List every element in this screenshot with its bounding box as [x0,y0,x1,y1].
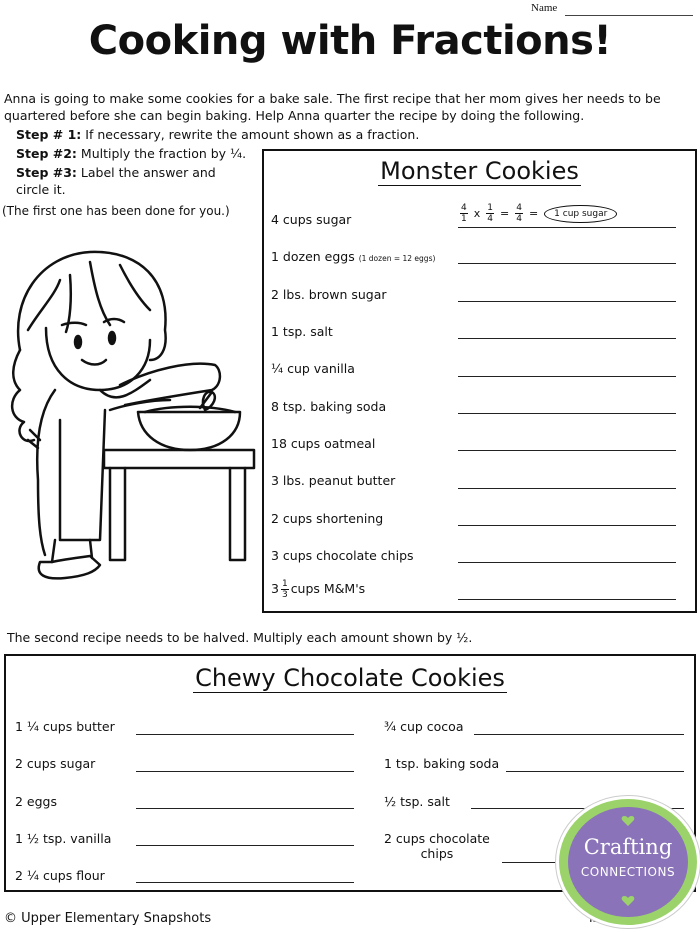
copyright: © Upper Elementary Snapshots [4,911,212,926]
chewy-chocolate-chips: 2 cups chocolate chips [384,831,490,861]
example-note: (The first one has been done for you.) [2,204,230,218]
heart-icon [621,895,635,907]
step-3-label: Step #3: [16,165,77,180]
name-label: Name [531,2,558,14]
step-1-text: If necessary, rewrite the amount shown as a fraction. [85,127,420,142]
step-3-text: Label the answer and circle it. [16,165,216,197]
chewy-flour: 2 ¼ cups flour [15,868,105,883]
answer-line[interactable] [458,301,676,302]
logo-text-bottom: CONNECTIONS [580,865,676,879]
fraction-1-over-4: $\frac{1}{4}$ [487,203,493,224]
ingredient-sugar: 4 cups sugar [271,212,352,227]
step-2-label: Step #2: [16,146,77,161]
crafting-connections-logo [556,796,700,928]
monster-cookies-title: Monster Cookies [380,157,579,185]
circled-answer: 1 cup sugar [544,205,617,223]
answer-line[interactable] [136,845,354,846]
ingredient-peanut-butter: 3 lbs. peanut butter [271,473,396,488]
answer-line[interactable] [458,525,676,526]
step-2 [16,145,246,162]
monster-cookies-box [262,149,697,613]
logo-text-top: Crafting [583,835,673,859]
answer-line[interactable] [136,771,354,772]
answer-line[interactable] [458,263,676,264]
answer-line[interactable] [136,882,354,883]
chewy-vanilla: 1 ½ tsp. vanilla [15,831,112,846]
step-3 [16,164,241,198]
chewy-salt: ½ tsp. salt [384,794,450,809]
page-title: Cooking with Fractions! [88,18,612,64]
ingredient-eggs: 1 dozen eggs (1 dozen = 12 eggs) [271,249,436,264]
answer-line[interactable] [136,734,354,735]
ingredient-vanilla: ¼ cup vanilla [271,361,355,376]
worked-example: $\frac{4}{1}$ x $\frac{1}{4}$ = $\frac{4}{4}$ = 1 cup sugar [460,203,617,224]
chewy-eggs: 2 eggs [15,794,57,809]
answer-line[interactable] [458,413,676,414]
ingredient-mms: 3 $\frac{1}{3}$ cups M&M's [271,579,366,600]
ingredient-baking-soda: 8 tsp. baking soda [271,399,387,414]
chewy-cocoa: ¾ cup cocoa [384,719,464,734]
heart-icon [621,815,635,827]
answer-line[interactable] [506,771,684,772]
step-1 [16,126,419,143]
answer-line[interactable] [458,562,676,563]
answer-line[interactable] [458,599,676,600]
answer-line[interactable] [136,808,354,809]
chewy-baking-soda: 1 tsp. baking soda [384,756,500,771]
answer-line[interactable] [458,376,676,377]
intro-paragraph: Anna is going to make some cookies for a bake sale. The first recipe that her mom gives her needs to be quartered before she can begin baking. Help Anna quarter the recipe by doing the following. [4,91,661,123]
fraction-4-over-1: $\frac{4}{1}$ [461,203,467,224]
answer-line[interactable] [458,338,676,339]
ingredient-brown-sugar: 2 lbs. brown sugar [271,287,387,302]
answer-line[interactable] [458,488,676,489]
answer-line[interactable] [474,734,684,735]
ingredient-chocolate-chips: 3 cups chocolate chips [271,548,414,563]
ingredient-shortening: 2 cups shortening [271,511,384,526]
chewy-sugar: 2 cups sugar [15,756,96,771]
step-1-label: Step # 1: [16,127,82,142]
second-recipe-instruction: The second recipe needs to be halved. Multiply each amount shown by ½. [7,630,473,645]
ingredient-salt: 1 tsp. salt [271,324,333,339]
ingredient-oatmeal: 18 cups oatmeal [271,436,376,451]
step-2-text: Multiply the fraction by ¼. [80,146,247,161]
girl-baking-illustration [0,240,260,590]
answer-line[interactable] [458,227,676,228]
fraction-4-over-4: $\frac{4}{4}$ [516,203,522,224]
name-line[interactable] [565,15,693,16]
chewy-butter: 1 ¼ cups butter [15,719,115,734]
answer-line[interactable] [458,450,676,451]
chewy-cookies-title: Chewy Chocolate Cookies [195,664,505,692]
logo-inner-circle [568,807,688,917]
